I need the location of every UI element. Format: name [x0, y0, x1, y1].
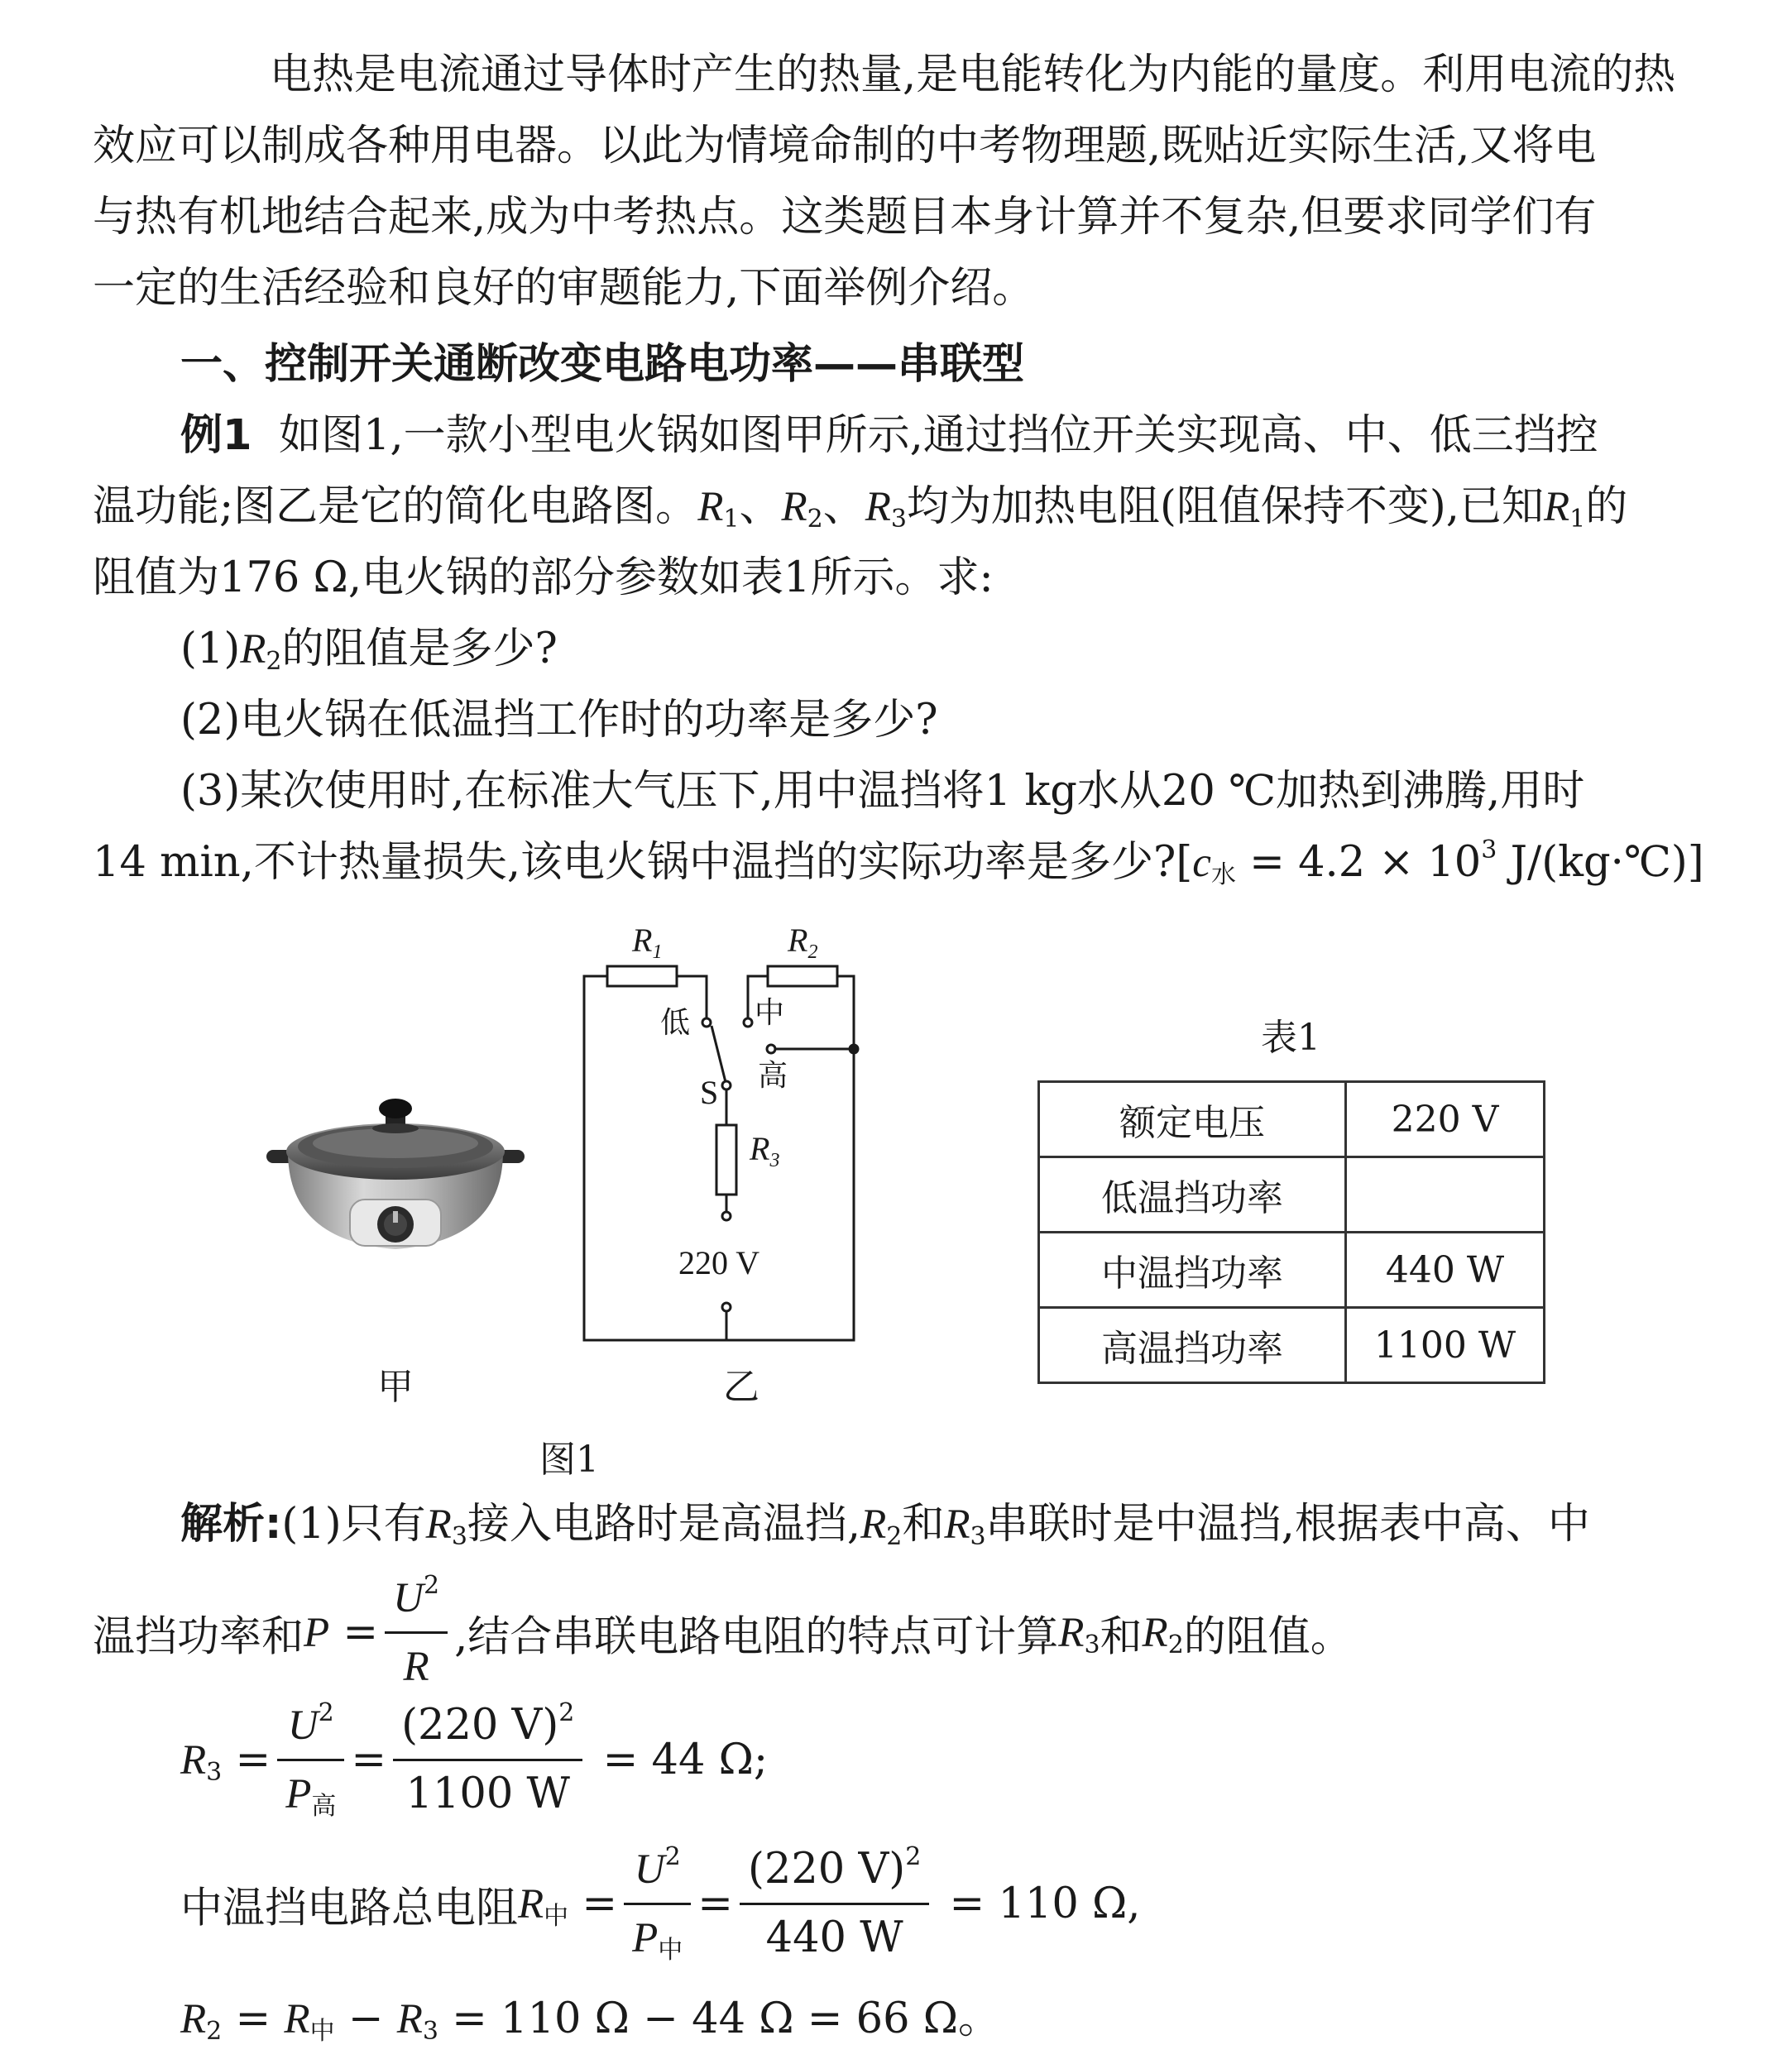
resistor-r1 — [607, 966, 677, 986]
example-line-1 — [180, 400, 1598, 472]
label-mid: 中 — [755, 996, 785, 1030]
intro-line-1: 电热是电流通过导体时产生的热量,是电能转化为内能的量度。利用电流的热 — [270, 50, 1676, 99]
equation-r2: $R_2 = R_中 - R_3 = 110$ Ω − 44 Ω = 66 Ω。 — [180, 1995, 1001, 2046]
question-2: (2)电火锅在低温挡工作时的功率是多少? — [180, 696, 938, 745]
figure-caption: 图1 — [539, 1439, 599, 1481]
hot-pot-image — [263, 1075, 528, 1274]
resistor-r3 — [716, 1125, 736, 1195]
equation-r-mid: 中温挡电路总电阻$R_中$ = $\frac{U^2}{P_中}$ = $\frac{(220 V)^2}{440 W}$ = 110 Ω, — [180, 1840, 1141, 1968]
question-3b: 14 min,不计热量损失,该电火锅中温挡的实际功率是多少$?[c_水 = 4.2 \times 10^3$ J/(kg·℃)] — [93, 836, 1704, 889]
table-cell-value: 1100 W — [1346, 1308, 1545, 1383]
example-text-a: 如图1,一款小型电火锅如图甲所示,通过挡位开关实现高、中、低三挡控 — [278, 411, 1598, 460]
table-cell-label: 高温挡功率 — [1039, 1308, 1346, 1383]
table-title: 表1 — [1261, 1017, 1320, 1059]
table-cell-label: 额定电压 — [1039, 1082, 1346, 1157]
figure-label-jia: 甲 — [377, 1366, 414, 1408]
example-text-b1: 温功能;图乙是它的简化电路图。 — [93, 482, 698, 531]
label-high: 高 — [758, 1059, 788, 1093]
analysis-line-2: 温挡功率和P = $\frac{U^2}{R}$ ,结合串联电路电阻的特点可计算$R_3$和$R_2$的阻值。 — [93, 1568, 1353, 1697]
label-r1: $R_1$ — [632, 922, 663, 963]
question-3a: (3)某次使用时,在标准大气压下,用中温挡将1 kg水从20 ℃加热到沸腾,用时 — [180, 767, 1585, 816]
table-cell-label: 低温挡功率 — [1039, 1157, 1346, 1233]
intro-line-3: 与热有机地结合起来,成为中考热点。这类题目本身计算并不复杂,但要求同学们有 — [93, 193, 1597, 242]
analysis-line-1: 解析:(1)只有$R_3$接入电路时是高温挡$,R_2$和$R_3$串联时是中温挡,根据表中高、中 — [180, 1500, 1590, 1551]
circuit-diagram — [563, 910, 877, 1373]
intro-line-2: 效应可以制成各种用电器。以此为情境命制的中考物理题,既贴近实际生活,又将电 — [93, 122, 1597, 170]
table-cell-value — [1346, 1157, 1545, 1233]
figure-label-yi: 乙 — [723, 1366, 759, 1408]
label-r2: $R_2$ — [788, 922, 818, 963]
table-row — [1039, 1233, 1545, 1308]
intro-line-4: 一定的生活经验和良好的审题能力,下面举例介绍。 — [93, 264, 1035, 313]
label-low: 低 — [660, 1006, 691, 1040]
label-switch: S — [700, 1074, 719, 1111]
example-line-3: 阻值为176 Ω,电火锅的部分参数如表1所示。求: — [93, 553, 994, 602]
section-heading: 一、控制开关通断改变电路电功率——串联型 — [180, 340, 1025, 389]
table-row — [1039, 1157, 1545, 1233]
table-cell-value: 220 V — [1346, 1082, 1545, 1157]
example-text-b2: 均为加热电阻(阻值保持不变),已知 — [906, 482, 1544, 531]
label-source: 220 V — [678, 1244, 760, 1281]
equation-r3: $R_3$ = $\frac{U^2}{P_高}$ = $\frac{(220 V)^2}{1100 W}$ = 44 Ω; — [180, 1696, 768, 1824]
resistor-r2 — [768, 966, 837, 986]
label-r3: $R_3$ — [750, 1130, 780, 1171]
example-text-b3: 的 — [1585, 482, 1628, 531]
table-cell-value: 440 W — [1346, 1233, 1545, 1308]
table-row — [1039, 1082, 1545, 1157]
question-1: $(1)R_2$的阻值是多少? — [180, 625, 558, 676]
example-line-2: 温功能;图乙是它的简化电路图。$R_1$、$R_2$、$R_3$均为加热电阻(阻值保持不变),已知$R_1$的 — [93, 482, 1628, 534]
table-cell-label: 中温挡功率 — [1039, 1233, 1346, 1308]
table-row — [1039, 1308, 1545, 1383]
parameter-table — [1037, 1080, 1545, 1384]
example-label: 例1 — [180, 411, 252, 460]
analysis-label: 解析: — [180, 1500, 282, 1549]
